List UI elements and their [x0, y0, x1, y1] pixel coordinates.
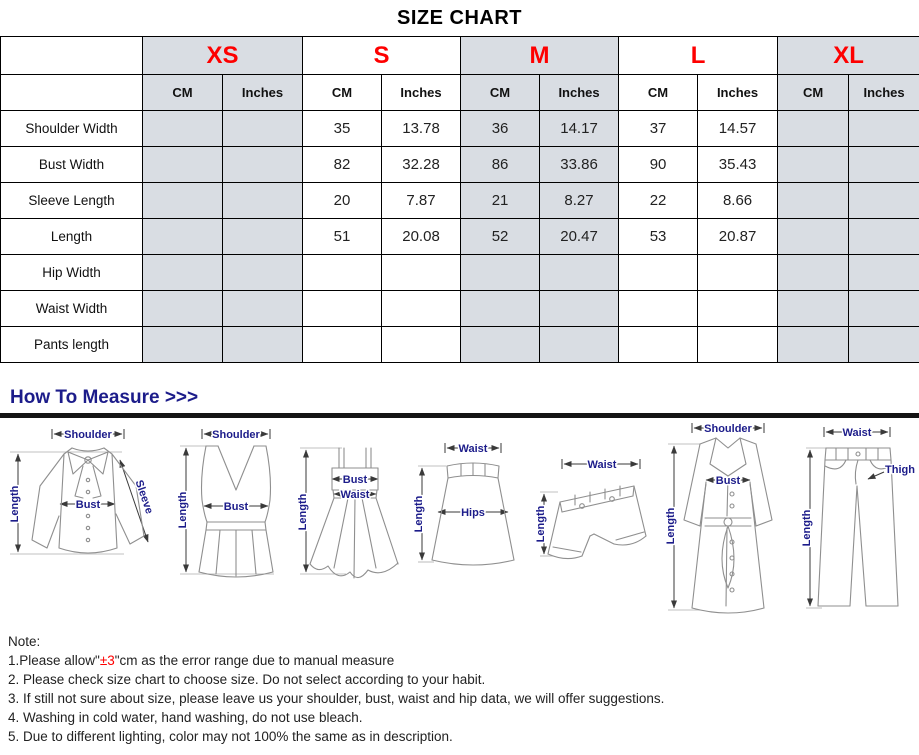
cell: 51	[303, 219, 382, 255]
cell	[619, 291, 698, 327]
measure-label-waist: Waist	[587, 459, 617, 471]
cell: 82	[303, 147, 382, 183]
measure-label-shoulder: Shoulder	[64, 429, 112, 441]
measure-figure-tank-top	[172, 424, 294, 596]
measure-figure-coat	[656, 418, 796, 626]
cell: 8.27	[540, 183, 619, 219]
size-header-m: M	[461, 37, 619, 75]
cell: 37	[619, 111, 698, 147]
cell	[778, 111, 849, 147]
cell: 14.57	[698, 111, 778, 147]
measure-label-waist: Waist	[842, 427, 872, 439]
cell	[303, 255, 382, 291]
note-line-3: 3. If still not sure about size, please leave us your shoulder, bust, waist and hip data, we will offer suggestions.	[8, 691, 665, 706]
measure-label-length: Length	[413, 495, 425, 533]
cell: 8.66	[698, 183, 778, 219]
unit-s-cm: CM	[303, 75, 382, 111]
dress-outline	[310, 448, 398, 578]
cell	[778, 183, 849, 219]
note-1-prefix: 1.Please allow"	[8, 653, 100, 668]
note-1-tolerance: ±3	[99, 653, 115, 668]
cell: 36	[461, 111, 540, 147]
size-header-xs: XS	[143, 37, 303, 75]
cell	[143, 111, 223, 147]
table-row-length	[1, 219, 919, 255]
measure-label-thigh: Thigh	[885, 464, 915, 476]
cell	[778, 147, 849, 183]
cell	[223, 219, 303, 255]
measure-figures-row	[0, 418, 919, 632]
cell	[303, 291, 382, 327]
coat-outline	[684, 438, 772, 613]
row-label: Sleeve Length	[1, 183, 143, 219]
cell	[382, 255, 461, 291]
cell	[698, 327, 778, 363]
cell: 90	[619, 147, 698, 183]
row-label: Pants length	[1, 327, 143, 363]
cell	[849, 219, 919, 255]
cell	[778, 291, 849, 327]
unit-header-row	[1, 75, 919, 111]
unit-xs-inches: Inches	[223, 75, 303, 111]
measure-figure-dress	[294, 432, 412, 594]
cell	[849, 111, 919, 147]
row-label: Bust Width	[1, 147, 143, 183]
cell	[778, 219, 849, 255]
cell	[143, 327, 223, 363]
how-to-measure-heading: How To Measure >>>	[10, 387, 199, 408]
size-header-xl: XL	[778, 37, 919, 75]
unit-l-inches: Inches	[698, 75, 778, 111]
cell	[382, 327, 461, 363]
cell	[778, 255, 849, 291]
table-row-hip-width	[1, 255, 919, 291]
cell: 20.47	[540, 219, 619, 255]
table-row-shoulder-width	[1, 111, 919, 147]
measure-figure-blouse	[2, 424, 172, 594]
measure-label-length: Length	[665, 507, 677, 545]
table-row-waist-width	[1, 291, 919, 327]
cell	[461, 291, 540, 327]
cell: 33.86	[540, 147, 619, 183]
table-row-sleeve-length	[1, 183, 919, 219]
cell	[849, 291, 919, 327]
notes-heading: Note:	[8, 634, 41, 649]
cell: 20.08	[382, 219, 461, 255]
cell	[849, 255, 919, 291]
cell	[223, 255, 303, 291]
cell	[698, 255, 778, 291]
cell	[143, 255, 223, 291]
row-label: Waist Width	[1, 291, 143, 327]
measure-figure-skirt	[412, 436, 530, 594]
measure-label-length: Length	[177, 491, 189, 529]
cell	[143, 183, 223, 219]
measure-label-shoulder: Shoulder	[212, 429, 260, 441]
shorts-outline	[548, 486, 646, 559]
measure-label-bust: Bust	[223, 501, 249, 513]
measure-label-hips: Hips	[461, 507, 485, 519]
unit-l-cm: CM	[619, 75, 698, 111]
size-header-row	[1, 37, 919, 75]
corner-cell	[1, 37, 143, 75]
measure-arrows	[418, 443, 508, 562]
measure-arrows	[540, 459, 640, 556]
row-label: Shoulder Width	[1, 111, 143, 147]
measure-label-bust: Bust	[342, 474, 368, 486]
cell	[849, 147, 919, 183]
cell	[619, 327, 698, 363]
cell: 52	[461, 219, 540, 255]
cell	[619, 255, 698, 291]
cell: 20.87	[698, 219, 778, 255]
cell	[461, 255, 540, 291]
size-chart-table	[0, 36, 919, 363]
cell	[461, 327, 540, 363]
measure-label-waist: Waist	[458, 443, 488, 455]
page-title: SIZE CHART	[397, 7, 522, 29]
cell	[382, 291, 461, 327]
cell	[223, 327, 303, 363]
measure-label-shoulder: Shoulder	[704, 423, 752, 435]
row-label: Hip Width	[1, 255, 143, 291]
note-line-1	[8, 651, 919, 670]
cell	[223, 291, 303, 327]
note-1-suffix: "cm as the error range due to manual measure	[114, 653, 395, 668]
cell: 32.28	[382, 147, 461, 183]
cell	[849, 183, 919, 219]
unit-m-inches: Inches	[540, 75, 619, 111]
cell	[223, 147, 303, 183]
measure-label-length: Length	[297, 493, 309, 531]
cell: 35	[303, 111, 382, 147]
corner-cell	[1, 75, 143, 111]
cell: 22	[619, 183, 698, 219]
cell	[540, 291, 619, 327]
note-line-5: 5. Due to different lighting, color may not 100% the same as in description.	[8, 729, 453, 744]
size-header-l: L	[619, 37, 778, 75]
cell: 86	[461, 147, 540, 183]
unit-s-inches: Inches	[382, 75, 461, 111]
cell	[778, 327, 849, 363]
cell	[303, 327, 382, 363]
measure-label-length: Length	[9, 485, 21, 523]
unit-m-cm: CM	[461, 75, 540, 111]
measure-label-bust: Bust	[715, 475, 741, 487]
unit-xl-inches: Inches	[849, 75, 919, 111]
measure-label-length: Length	[801, 509, 813, 547]
measure-arrows	[668, 423, 764, 610]
measure-figure-jeans	[796, 422, 918, 624]
cell: 7.87	[382, 183, 461, 219]
unit-xl-cm: CM	[778, 75, 849, 111]
cell: 20	[303, 183, 382, 219]
size-header-s: S	[303, 37, 461, 75]
row-label: Length	[1, 219, 143, 255]
cell	[698, 291, 778, 327]
measure-label-sleeve: Sleeve	[132, 478, 156, 516]
measure-label-bust: Bust	[75, 499, 101, 511]
table-row-pants-length	[1, 327, 919, 363]
cell: 13.78	[382, 111, 461, 147]
notes-section	[8, 632, 919, 746]
cell	[143, 219, 223, 255]
measure-figure-shorts	[530, 448, 656, 598]
unit-xs-cm: CM	[143, 75, 223, 111]
cell	[223, 111, 303, 147]
cell	[143, 291, 223, 327]
measure-label-waist: Waist	[340, 489, 370, 501]
table-row-bust-width	[1, 147, 919, 183]
measure-label-length: Length	[535, 505, 547, 543]
cell	[540, 255, 619, 291]
cell	[223, 183, 303, 219]
cell: 14.17	[540, 111, 619, 147]
measure-arrows	[10, 429, 148, 554]
cell: 21	[461, 183, 540, 219]
cell	[849, 327, 919, 363]
note-line-4: 4. Washing in cold water, hand washing, do not use bleach.	[8, 710, 363, 725]
cell: 35.43	[698, 147, 778, 183]
cell	[540, 327, 619, 363]
cell: 53	[619, 219, 698, 255]
note-line-2: 2. Please check size chart to choose size. Do not select according to your habit.	[8, 672, 486, 687]
cell	[143, 147, 223, 183]
